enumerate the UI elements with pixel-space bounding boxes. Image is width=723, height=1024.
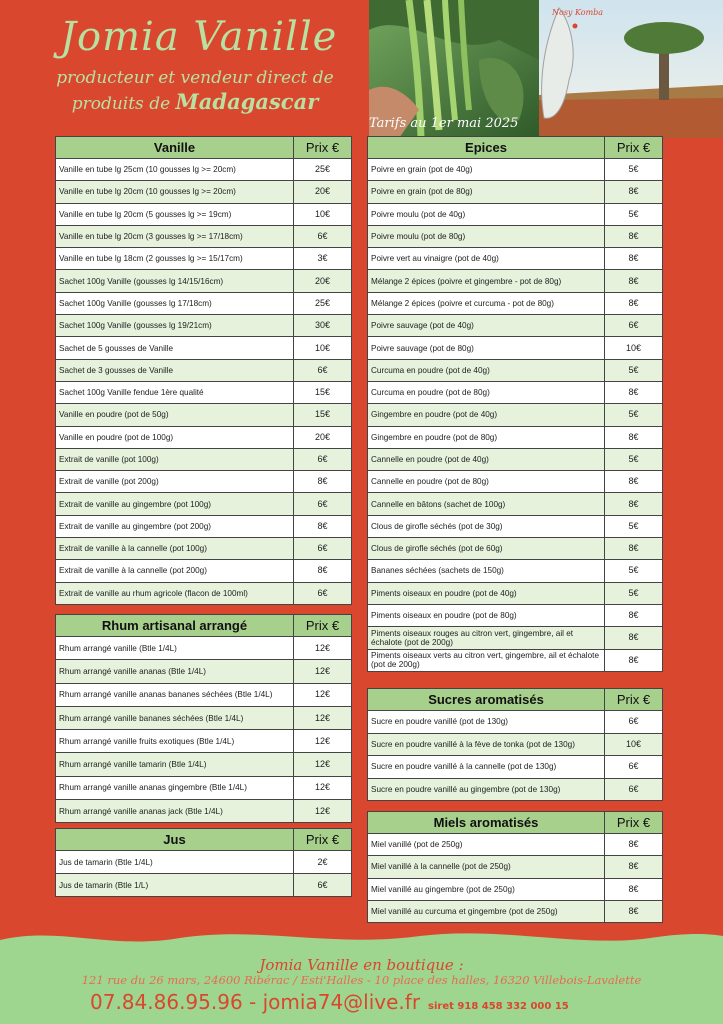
product-name: Poivre vert au vinaigre (pot de 40g) [368,248,605,270]
product-price: 12€ [294,753,352,776]
product-price: 8€ [605,471,663,493]
product-price: 20€ [294,181,352,203]
product-price: 12€ [294,776,352,799]
contact-separator: - [242,990,263,1014]
product-name: Bananes séchées (sachets de 150g) [368,560,605,582]
table-row [56,292,352,314]
table-row [368,515,663,537]
product-price: 5€ [605,404,663,426]
product-name: Curcuma en poudre (pot de 80g) [368,381,605,403]
sucres-header: Sucres aromatisés [368,689,605,711]
product-price: 6€ [294,874,352,897]
product-price: 12€ [294,706,352,729]
product-name: Vanille en poudre (pot de 50g) [56,404,294,426]
product-name: Piments oiseaux verts au citron vert, gingembre, ail et échalote (pot de 200g) [368,649,605,671]
product-name: Extrait de vanille au gingembre (pot 100g) [56,493,294,515]
product-name: Rhum arrangé vanille tamarin (Btle 1/4L) [56,753,294,776]
table-row [368,471,663,493]
jus-header: Jus [56,829,294,851]
product-price: 30€ [294,315,352,337]
product-name: Clous de girofle séchés (pot de 60g) [368,538,605,560]
table-row [368,649,663,671]
product-name: Sucre en poudre vanillé au gingembre (pot de 130g) [368,778,605,801]
product-price: 8€ [294,471,352,493]
product-name: Vanille en tube lg 18cm (2 gousses lg >= 15/17cm) [56,248,294,270]
table-row [56,800,352,823]
product-price: 10€ [605,733,663,756]
product-price: 5€ [605,560,663,582]
product-price: 8€ [294,515,352,537]
product-price: 10€ [294,337,352,359]
table-row [368,381,663,403]
product-price: 6€ [605,315,663,337]
table-row [368,756,663,779]
miels-header: Miels aromatisés [368,812,605,834]
footer-contact [90,990,569,1014]
table-row [368,159,663,181]
product-price: 8€ [294,560,352,582]
table-row [56,248,352,270]
table-row [368,181,663,203]
table-row [56,315,352,337]
product-name: Extrait de vanille à la cannelle (pot 100g) [56,538,294,560]
product-price: 6€ [294,448,352,470]
table-row [368,493,663,515]
product-name: Curcuma en poudre (pot de 40g) [368,359,605,381]
table-row [56,203,352,225]
epices-header: Epices [368,137,605,159]
product-name: Cannelle en bâtons (sachet de 100g) [368,493,605,515]
product-price: 8€ [605,225,663,247]
table-row [56,683,352,706]
footer-shop-title: Jomia Vanille en boutique : [259,956,464,974]
table-row [56,337,352,359]
product-price: 20€ [294,426,352,448]
product-price: 2€ [294,851,352,874]
product-price: 6€ [294,582,352,604]
product-price: 20€ [294,270,352,292]
product-price: 12€ [294,637,352,660]
phone-number: 07.84.86.95.96 [90,990,243,1014]
jus-table [55,828,352,897]
table-row [368,711,663,734]
product-name: Vanille en poudre (pot de 100g) [56,426,294,448]
table-row [56,706,352,729]
vanille-table [55,136,352,605]
table-row [56,660,352,683]
product-price: 10€ [605,337,663,359]
product-price: 12€ [294,730,352,753]
table-row [56,560,352,582]
miels-table [367,811,663,923]
table-row [56,225,352,247]
product-name: Piments oiseaux en poudre (pot de 80g) [368,604,605,626]
table-row [56,851,352,874]
product-name: Miel vanillé au curcuma et gingembre (pot de 250g) [368,900,605,922]
table-row [368,292,663,314]
table-row [56,159,352,181]
table-row [56,381,352,403]
product-price: 5€ [605,159,663,181]
product-price: 8€ [605,856,663,878]
product-price: 6€ [294,359,352,381]
table-row [368,560,663,582]
product-name: Poivre moulu (pot de 80g) [368,225,605,247]
product-name: Rhum arrangé vanille fruits exotiques (Btle 1/4L) [56,730,294,753]
product-name: Extrait de vanille à la cannelle (pot 200g) [56,560,294,582]
product-price: 5€ [605,359,663,381]
table-row [368,733,663,756]
price-header: Prix € [294,829,352,851]
product-name: Sachet 100g Vanille (gousses lg 14/15/16cm) [56,270,294,292]
table-row [368,337,663,359]
product-name: Poivre en grain (pot de 80g) [368,181,605,203]
product-price: 8€ [605,900,663,922]
product-price: 8€ [605,878,663,900]
product-name: Poivre sauvage (pot de 40g) [368,315,605,337]
product-name: Miel vanillé (pot de 250g) [368,834,605,856]
product-name: Cannelle en poudre (pot de 40g) [368,448,605,470]
table-row [56,404,352,426]
product-name: Miel vanillé à la cannelle (pot de 250g) [368,856,605,878]
product-price: 8€ [605,604,663,626]
product-price: 6€ [294,225,352,247]
table-row [368,778,663,801]
table-row [368,248,663,270]
table-row [368,604,663,626]
table-row [368,900,663,922]
product-price: 8€ [605,248,663,270]
product-price: 8€ [605,834,663,856]
product-name: Rhum arrangé vanille ananas (Btle 1/4L) [56,660,294,683]
table-row [56,582,352,604]
table-row [56,359,352,381]
product-name: Vanille en tube lg 20cm (10 gousses lg >= 20cm) [56,181,294,203]
product-name: Rhum arrangé vanille ananas bananes séchées (Btle 1/4L) [56,683,294,706]
table-row [56,471,352,493]
table-row [368,538,663,560]
product-name: Sucre en poudre vanillé à la cannelle (pot de 130g) [368,756,605,779]
product-name: Vanille en tube lg 25cm (10 gousses lg >= 20cm) [56,159,294,181]
product-price: 5€ [605,515,663,537]
table-row [368,426,663,448]
price-header: Prix € [605,689,663,711]
epices-table [367,136,663,672]
rhum-table [55,614,352,823]
product-name: Sachet 100g Vanille fendue 1ère qualité [56,381,294,403]
table-row [368,448,663,470]
table-row [368,359,663,381]
product-name: Sachet de 3 gousses de Vanille [56,359,294,381]
table-row [56,637,352,660]
product-name: Poivre sauvage (pot de 80g) [368,337,605,359]
product-price: 8€ [605,292,663,314]
table-row [368,203,663,225]
email-address: jomia74@live.fr [262,990,421,1014]
page-title: Jomia Vanille [60,14,338,60]
product-name: Jus de tamarin (Btle 1/4L) [56,851,294,874]
product-price: 3€ [294,248,352,270]
table-row [368,315,663,337]
product-price: 8€ [605,181,663,203]
product-name: Vanille en tube lg 20cm (3 gousses lg >= 17/18cm) [56,225,294,247]
table-row [56,776,352,799]
table-row [368,627,663,649]
product-price: 8€ [605,649,663,671]
product-price: 6€ [605,778,663,801]
product-name: Rhum arrangé vanille ananas jack (Btle 1/4L) [56,800,294,823]
product-price: 8€ [605,538,663,560]
product-price: 25€ [294,159,352,181]
product-price: 8€ [605,493,663,515]
product-price: 12€ [294,660,352,683]
product-name: Mélange 2 épices (poivre et gingembre - pot de 80g) [368,270,605,292]
product-price: 8€ [605,270,663,292]
product-price: 25€ [294,292,352,314]
table-row [56,538,352,560]
table-row [368,225,663,247]
table-row [368,834,663,856]
table-row [56,270,352,292]
product-price: 12€ [294,683,352,706]
product-price: 8€ [605,426,663,448]
product-name: Rhum arrangé vanille (Btle 1/4L) [56,637,294,660]
table-row [368,270,663,292]
product-name: Gingembre en poudre (pot de 80g) [368,426,605,448]
siret-number: siret 918 458 332 000 15 [428,1001,569,1012]
price-header: Prix € [605,812,663,834]
subtitle-place: Madagascar [175,89,319,114]
table-row [368,404,663,426]
map-label: Nosy Komba [552,8,604,17]
table-row [368,856,663,878]
product-name: Extrait de vanille (pot 200g) [56,471,294,493]
product-name: Piments oiseaux rouges au citron vert, gingembre, ail et échalote (pot de 200g) [368,627,605,649]
sucres-table [367,688,663,801]
table-row [56,181,352,203]
product-price: 5€ [605,448,663,470]
product-price: 15€ [294,404,352,426]
product-name: Sachet 100g Vanille (gousses lg 17/18cm) [56,292,294,314]
product-price: 8€ [605,627,663,649]
product-price: 6€ [605,756,663,779]
price-header: Prix € [294,615,352,637]
product-name: Jus de tamarin (Btle 1/L) [56,874,294,897]
tarifs-date: Tarifs au 1er mai 2025 [369,116,519,131]
price-header: Prix € [294,137,352,159]
product-name: Clous de girofle séchés (pot de 30g) [368,515,605,537]
table-row [56,753,352,776]
product-name: Mélange 2 épices (poivre et curcuma - pot de 80g) [368,292,605,314]
product-name: Piments oiseaux en poudre (pot de 40g) [368,582,605,604]
product-name: Vanille en tube lg 20cm (5 gousses lg >= 19cm) [56,203,294,225]
table-row [56,426,352,448]
product-name: Poivre en grain (pot de 40g) [368,159,605,181]
product-name: Miel vanillé au gingembre (pot de 250g) [368,878,605,900]
subtitle-line2: produits de [71,94,171,114]
product-price: 8€ [605,381,663,403]
product-name: Poivre moulu (pot de 40g) [368,203,605,225]
footer-addresses: 121 rue du 26 mars, 24600 Ribérac / Esti'Halles - 10 place des halles, 16320 Villebois-Lavalette [81,973,642,987]
product-price: 10€ [294,203,352,225]
product-name: Sucre en poudre vanillé (pot de 130g) [368,711,605,734]
product-price: 15€ [294,381,352,403]
table-row [56,730,352,753]
vanille-header: Vanille [56,137,294,159]
product-name: Rhum arrangé vanille ananas gingembre (Btle 1/4L) [56,776,294,799]
subtitle-line1: producteur et vendeur direct de [56,68,334,88]
table-row [368,582,663,604]
price-header: Prix € [605,137,663,159]
product-name: Extrait de vanille au rhum agricole (flacon de 100ml) [56,582,294,604]
product-price: 5€ [605,582,663,604]
product-price: 6€ [294,493,352,515]
product-name: Sachet de 5 gousses de Vanille [56,337,294,359]
product-name: Extrait de vanille au gingembre (pot 200g) [56,515,294,537]
page-subtitle [40,66,350,116]
rhum-header: Rhum artisanal arrangé [56,615,294,637]
table-row [56,874,352,897]
product-name: Rhum arrangé vanille bananes séchées (Btle 1/4L) [56,706,294,729]
table-row [56,493,352,515]
product-name: Extrait de vanille (pot 100g) [56,448,294,470]
table-row [56,515,352,537]
table-row [368,878,663,900]
product-name: Cannelle en poudre (pot de 80g) [368,471,605,493]
product-price: 6€ [294,538,352,560]
product-price: 12€ [294,800,352,823]
product-name: Sucre en poudre vanillé à la fève de tonka (pot de 130g) [368,733,605,756]
table-row [56,448,352,470]
product-name: Sachet 100g Vanille (gousses lg 19/21cm) [56,315,294,337]
product-price: 5€ [605,203,663,225]
product-price: 6€ [605,711,663,734]
product-name: Gingembre en poudre (pot de 40g) [368,404,605,426]
